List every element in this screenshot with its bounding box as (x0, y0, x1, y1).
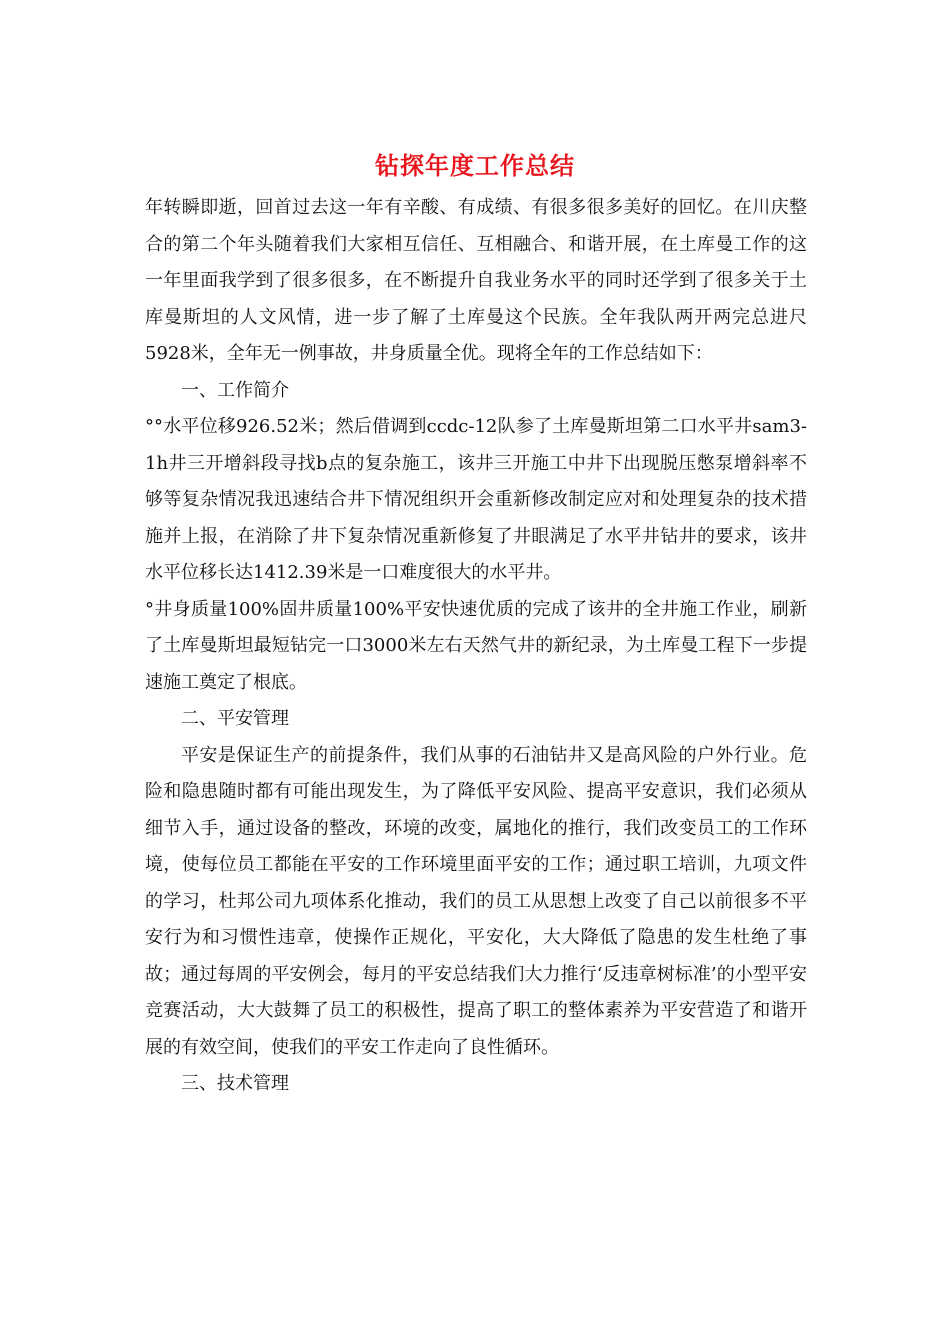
paragraph-intro: 年转瞬即逝，回首过去这一年有辛酸、有成绩、有很多很多美好的回忆。在川庆整合的第二个年头随着我们大家相互信任、互相融合、和谐开展，在土库曼工作的这一年里面我学到了很多很多，在不断提升自我业务水平的同时还学到了很多关于土库曼斯坦的人文风情，进一步了解了土库曼这个民族。全年我队两开两完总进尺5928米，全年无一例事故，井身质量全优。现将全年的工作总结如下： (145, 197, 807, 364)
paragraph-work-detail: °°水平位移926.52米；然后借调到ccdc-12队参了土库曼斯坦第二口水平井sam3-1h井三开增斜段寻找b点的复杂施工，该井三开施工中井下出现脱压憋泵增斜率不够等复杂情况我迅速结合井下情况组织开会重新修改制定应对和处理复杂的技术措施并上报，在消除了井下复杂情况重新修复了井眼满足了水平井钻井的要求，该井水平位移长达1412.39米是一口难度很大的水平井。 (145, 416, 807, 583)
document-title: 钻探年度工作总结 (375, 151, 575, 180)
section-heading-technical: 三、技术管理 (181, 1073, 289, 1094)
section-heading-work-intro: 一、工作简介 (181, 379, 289, 401)
document-body (145, 190, 807, 1103)
paragraph-safety: 平安是保证生产的前提条件，我们从事的石油钻井又是高风险的户外行业。危险和隐患随时都有可能出现发生，为了降低平安风险、提高平安意识，我们必须从细节入手，通过设备的整改，环境的改变，属地化的推行，我们改变员工的工作环境，使每位员工都能在平安的工作环境里面平安的工作；通过职工培训，九项文件的学习，杜邦公司九项体系化推动，我们的员工从思想上改变了自己以前很多不平安行为和习惯性违章，使操作正规化，平安化，大大降低了隐患的发生杜绝了事故；通过每周的平安例会，每月的平安总结我们大力推行‘反违章树标准’的小型平安竞赛活动，大大鼓舞了员工的积极性，提高了职工的整体素养为平安营造了和谐开展的有效空间，使我们的平安工作走向了良性循环。 (145, 744, 807, 1058)
section-heading-safety: 二、平安管理 (181, 708, 289, 729)
paragraph-quality: °井身质量100%固井质量100%平安快速优质的完成了该井的全井施工作业，刷新了土库曼斯坦最短钻完一口3000米左右天然气井的新纪录，为土库曼工程下一步提速施工奠定了根底。 (145, 598, 807, 693)
